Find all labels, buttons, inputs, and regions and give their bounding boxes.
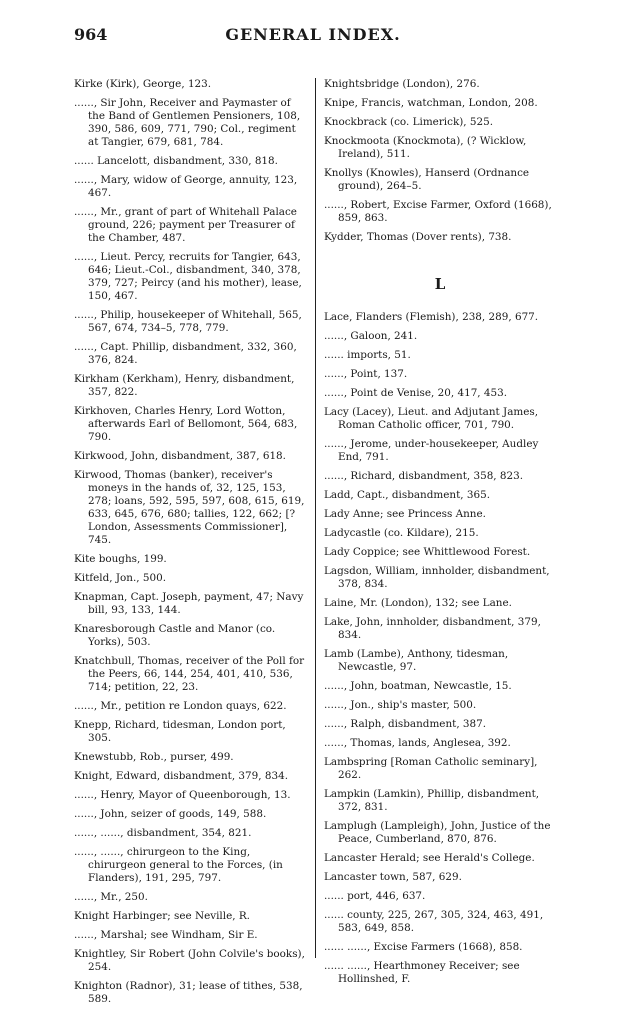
index-entry: ......, Sir John, Receiver and Paymaster of the Band of Gentlemen Pensioners, 108, 390, 586, 609, 771, 790; Col., regiment at Tangier, 679, 681, 784. — [74, 97, 301, 148]
index-entry: Knewstubb, Rob., purser, 499. — [74, 751, 234, 763]
index-entry: Lamb (Lambe), Anthony, tidesman, Newcastle, 97. — [324, 648, 509, 673]
index-entry: ......, Galoon, 241. — [324, 330, 418, 342]
index-entry: Knight Harbinger; see Neville, R. — [74, 910, 250, 922]
index-entry: Kite boughs, 199. — [74, 553, 167, 565]
index-entry: Lancaster town, 587, 629. — [324, 871, 462, 883]
index-entry: ...... ......, Excise Farmers (1668), 858. — [324, 941, 523, 953]
index-entry: ......, Jon., ship's master, 500. — [324, 699, 477, 711]
index-entry: Lake, John, innholder, disbandment, 379, 834. — [324, 616, 541, 641]
index-entry: Ladycastle (co. Kildare), 215. — [324, 527, 479, 539]
index-entry: ......, Henry, Mayor of Queenborough, 13. — [74, 789, 291, 801]
index-entry: ......, Thomas, lands, Anglesea, 392. — [324, 737, 511, 749]
index-entry: ......, Mr., 250. — [74, 891, 148, 903]
index-entry: ......, Robert, Excise Farmer, Oxford (1668), 859, 863. — [324, 199, 552, 224]
index-entry: ...... port, 446, 637. — [324, 890, 426, 902]
index-entry: Knockmoota (Knockmota), (? Wicklow, Ireland), 511. — [324, 135, 527, 160]
index-entry: ......, Jerome, under-housekeeper, Audley End, 791. — [324, 438, 539, 463]
index-entry: Lacy (Lacey), Lieut. and Adjutant James, Roman Catholic officer, 701, 790. — [324, 406, 539, 431]
l-entries — [324, 311, 556, 986]
index-entry: ......, Richard, disbandment, 358, 823. — [324, 470, 524, 482]
index-entry: ...... county, 225, 267, 305, 324, 463, 491, 583, 649, 858. — [324, 909, 544, 934]
index-entry: Knight, Edward, disbandment, 379, 834. — [74, 770, 288, 782]
index-entry: Lampkin (Lamkin), Phillip, disbandment, 372, 831. — [324, 788, 540, 813]
index-entry: Lambspring [Roman Catholic seminary], 262. — [324, 756, 538, 781]
index-entry: Lamplugh (Lampleigh), John, Justice of the Peace, Cumberland, 870, 876. — [324, 820, 551, 845]
column-divider — [315, 78, 316, 958]
index-entry: Knightley, Sir Robert (John Colvile's books), 254. — [74, 948, 305, 973]
index-entry: Lace, Flanders (Flemish), 238, 289, 677. — [324, 311, 539, 323]
index-entry: ......, John, boatman, Newcastle, 15. — [324, 680, 512, 692]
index-entry: Ladd, Capt., disbandment, 365. — [324, 489, 490, 501]
index-entry: ......, Mr., grant of part of Whitehall Palace ground, 226; payment per Treasurer of the Chamber, 487. — [74, 206, 297, 244]
index-entry: ......, Mary, widow of George, annuity, 123, 467. — [74, 174, 298, 199]
index-entry: Kirke (Kirk), George, 123. — [74, 78, 212, 90]
index-entry: ......, Point de Venise, 20, 417, 453. — [324, 387, 508, 399]
index-columns — [74, 78, 552, 1005]
index-entry: Kirkhoven, Charles Henry, Lord Wotton, afterwards Earl of Bellomont, 564, 683, 790. — [74, 405, 298, 443]
index-entry: ......, Point, 137. — [324, 368, 408, 380]
index-entry: Knightsbridge (London), 276. — [324, 78, 480, 90]
index-entry: Kirkwood, John, disbandment, 387, 618. — [74, 450, 286, 462]
index-entry: ...... imports, 51. — [324, 349, 411, 361]
index-entry: ......, Capt. Phillip, disbandment, 332, 360, 376, 824. — [74, 341, 297, 366]
index-entry: Kirwood, Thomas (banker), receiver's moneys in the hands of, 32, 125, 153, 278; loans, 592, 595, 597, 608, 615, 619, 633, 645, 676, 680; tallies, 122, 662; [? London, Assessments Commissioner], 745. — [74, 469, 305, 546]
index-entry: Knighton (Radnor), 31; lease of tithes, 538, 589. — [74, 980, 303, 1005]
section-letter: L — [434, 275, 446, 293]
index-entry: ......, ......, chirurgeon to the King, chirurgeon general to the Forces, (in Flanders), 191, 295, 797. — [74, 846, 283, 884]
index-entry: ......, Philip, housekeeper of Whitehall, 565, 567, 674, 734–5, 778, 779. — [74, 309, 302, 334]
page-title: GENERAL INDEX. — [225, 25, 401, 44]
index-entry: Laine, Mr. (London), 132; see Lane. — [324, 597, 512, 609]
index-entry: Lancaster Herald; see Herald's College. — [324, 852, 535, 864]
page-header — [74, 25, 552, 47]
index-entry: Knollys (Knowles), Hanserd (Ordnance ground), 264–5. — [324, 167, 530, 192]
index-entry: Knipe, Francis, watchman, London, 208. — [324, 97, 538, 109]
right-column — [324, 78, 556, 992]
index-entry: ......, Mr., petition re London quays, 622. — [74, 700, 287, 712]
index-entry: Lagsdon, William, innholder, disbandment, 378, 834. — [324, 565, 550, 590]
index-entry: Kitfeld, Jon., 500. — [74, 572, 166, 584]
index-entry: Knockbrack (co. Limerick), 525. — [324, 116, 494, 128]
index-entry: Knatchbull, Thomas, receiver of the Poll for the Peers, 66, 144, 254, 401, 410, 536, 714; petition, 22, 23. — [74, 655, 305, 693]
index-entry: ......, Lieut. Percy, recruits for Tangier, 643, 646; Lieut.-Col., disbandment, 340, 378, 379, 727; Peircy (and his mother), lease, 150, 467. — [74, 251, 302, 302]
index-entry: ......, Marshal; see Windham, Sir E. — [74, 929, 258, 941]
index-entry: ......, ......, disbandment, 354, 821. — [74, 827, 252, 839]
index-entry: ......, John, seizer of goods, 149, 588. — [74, 808, 267, 820]
left-column — [74, 78, 306, 1012]
index-entry: Kydder, Thomas (Dover rents), 738. — [324, 231, 512, 243]
index-entry: ...... ......, Hearthmoney Receiver; see Hollinshed, F. — [324, 960, 520, 985]
k-entries — [324, 78, 556, 244]
index-entry: Lady Anne; see Princess Anne. — [324, 508, 486, 520]
index-entry: Kirkham (Kerkham), Henry, disbandment, 357, 822. — [74, 373, 295, 398]
index-entry: Knepp, Richard, tidesman, London port, 305. — [74, 719, 286, 744]
index-entry: Knaresborough Castle and Manor (co. Yorks), 503. — [74, 623, 276, 648]
index-entry: ......, Ralph, disbandment, 387. — [324, 718, 487, 730]
page-number: 964 — [74, 25, 108, 44]
index-entry: Knapman, Capt. Joseph, payment, 47; Navy bill, 93, 133, 144. — [74, 591, 304, 616]
index-entry: Lady Coppice; see Whittlewood Forest. — [324, 546, 531, 558]
index-entry: ...... Lancelott, disbandment, 330, 818. — [74, 155, 278, 167]
